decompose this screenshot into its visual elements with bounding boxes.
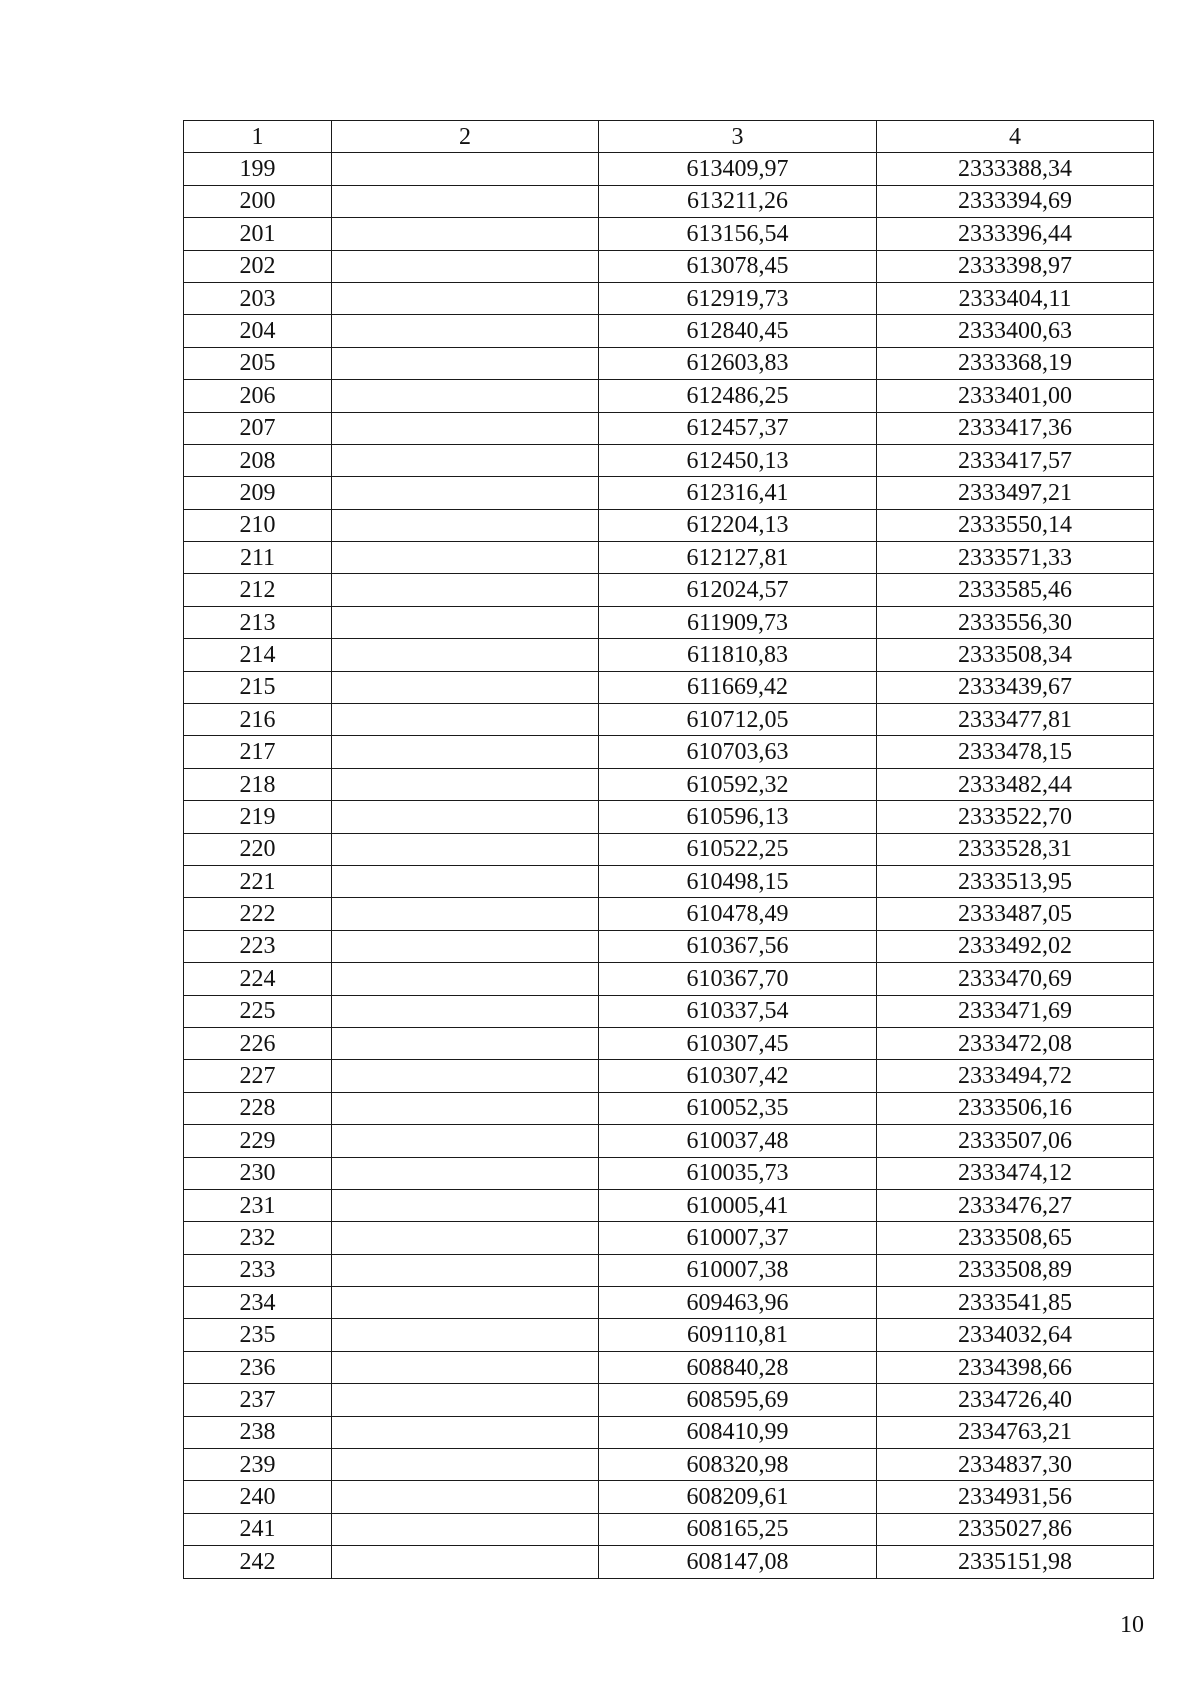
description-cell (332, 1157, 599, 1189)
description-cell (332, 865, 599, 897)
coordinate-y-cell: 2334726,40 (877, 1384, 1154, 1416)
coordinate-x-cell: 613211,26 (599, 185, 877, 217)
table-row (184, 833, 1154, 865)
coordinate-y-cell: 2334837,30 (877, 1449, 1154, 1481)
description-cell (332, 995, 599, 1027)
coordinate-x-cell: 610596,13 (599, 801, 877, 833)
point-number-cell: 241 (184, 1513, 332, 1545)
point-number-cell: 236 (184, 1351, 332, 1383)
table-row (184, 250, 1154, 282)
description-cell (332, 1384, 599, 1416)
coordinate-x-cell: 612316,41 (599, 477, 877, 509)
point-number-cell: 218 (184, 768, 332, 800)
coordinate-y-cell: 2333398,97 (877, 250, 1154, 282)
description-cell (332, 898, 599, 930)
point-number-cell: 227 (184, 1060, 332, 1092)
table-row (184, 1416, 1154, 1448)
coordinate-x-cell: 612919,73 (599, 282, 877, 314)
point-number-cell: 199 (184, 153, 332, 185)
column-header-2: 2 (332, 121, 599, 153)
coordinate-x-cell: 612603,83 (599, 347, 877, 379)
point-number-cell: 234 (184, 1287, 332, 1319)
coordinate-y-cell: 2333471,69 (877, 995, 1154, 1027)
coordinate-x-cell: 608320,98 (599, 1449, 877, 1481)
coordinate-x-cell: 612204,13 (599, 509, 877, 541)
coordinate-x-cell: 610478,49 (599, 898, 877, 930)
coordinate-x-cell: 608595,69 (599, 1384, 877, 1416)
coordinate-y-cell: 2333571,33 (877, 542, 1154, 574)
point-number-cell: 226 (184, 1027, 332, 1059)
table-row (184, 1092, 1154, 1124)
description-cell (332, 768, 599, 800)
description-cell (332, 671, 599, 703)
description-cell (332, 1222, 599, 1254)
table-row (184, 1319, 1154, 1351)
coordinate-y-cell: 2333472,08 (877, 1027, 1154, 1059)
coordinate-x-cell: 610007,38 (599, 1254, 877, 1286)
point-number-cell: 231 (184, 1189, 332, 1221)
coordinate-x-cell: 608147,08 (599, 1546, 877, 1578)
coordinate-y-cell: 2333388,34 (877, 153, 1154, 185)
description-cell (332, 801, 599, 833)
coordinate-y-cell: 2333492,02 (877, 930, 1154, 962)
coordinate-x-cell: 611909,73 (599, 606, 877, 638)
description-cell (332, 1092, 599, 1124)
table-row (184, 606, 1154, 638)
table-row (184, 153, 1154, 185)
point-number-cell: 232 (184, 1222, 332, 1254)
coordinate-x-cell: 611669,42 (599, 671, 877, 703)
coordinate-x-cell: 608840,28 (599, 1351, 877, 1383)
coordinate-x-cell: 612457,37 (599, 412, 877, 444)
table-row (184, 1546, 1154, 1578)
point-number-cell: 213 (184, 606, 332, 638)
description-cell (332, 282, 599, 314)
coordinate-y-cell: 2333550,14 (877, 509, 1154, 541)
table-row (184, 1125, 1154, 1157)
coordinate-y-cell: 2333477,81 (877, 704, 1154, 736)
table-header-row (184, 121, 1154, 153)
coordinate-x-cell: 609110,81 (599, 1319, 877, 1351)
coordinate-y-cell: 2333470,69 (877, 963, 1154, 995)
coordinate-x-cell: 610367,70 (599, 963, 877, 995)
coordinate-x-cell: 612840,45 (599, 315, 877, 347)
table-row (184, 574, 1154, 606)
description-cell (332, 315, 599, 347)
coordinate-y-cell: 2333474,12 (877, 1157, 1154, 1189)
coordinate-y-cell: 2333396,44 (877, 218, 1154, 250)
point-number-cell: 221 (184, 865, 332, 897)
description-cell (332, 1319, 599, 1351)
point-number-cell: 212 (184, 574, 332, 606)
coordinate-x-cell: 613156,54 (599, 218, 877, 250)
table-row (184, 1222, 1154, 1254)
description-cell (332, 477, 599, 509)
coordinate-x-cell: 610035,73 (599, 1157, 877, 1189)
coordinate-x-cell: 610498,15 (599, 865, 877, 897)
table-row (184, 1254, 1154, 1286)
coordinate-y-cell: 2333487,05 (877, 898, 1154, 930)
point-number-cell: 209 (184, 477, 332, 509)
coordinate-x-cell: 608410,99 (599, 1416, 877, 1448)
point-number-cell: 240 (184, 1481, 332, 1513)
description-cell (332, 218, 599, 250)
point-number-cell: 228 (184, 1092, 332, 1124)
point-number-cell: 230 (184, 1157, 332, 1189)
table-row (184, 1449, 1154, 1481)
table-row (184, 1384, 1154, 1416)
table-row (184, 801, 1154, 833)
table-row (184, 412, 1154, 444)
point-number-cell: 205 (184, 347, 332, 379)
coordinate-y-cell: 2334032,64 (877, 1319, 1154, 1351)
table-row (184, 930, 1154, 962)
coordinate-x-cell: 610703,63 (599, 736, 877, 768)
description-cell (332, 963, 599, 995)
table-row (184, 1189, 1154, 1221)
coordinate-y-cell: 2334931,56 (877, 1481, 1154, 1513)
table-row (184, 347, 1154, 379)
point-number-cell: 203 (184, 282, 332, 314)
point-number-cell: 219 (184, 801, 332, 833)
description-cell (332, 1125, 599, 1157)
coordinate-y-cell: 2333507,06 (877, 1125, 1154, 1157)
point-number-cell: 215 (184, 671, 332, 703)
column-header-1: 1 (184, 121, 332, 153)
description-cell (332, 347, 599, 379)
table-row (184, 185, 1154, 217)
description-cell (332, 1449, 599, 1481)
description-cell (332, 1481, 599, 1513)
point-number-cell: 224 (184, 963, 332, 995)
coordinate-x-cell: 610307,42 (599, 1060, 877, 1092)
point-number-cell: 239 (184, 1449, 332, 1481)
table-row (184, 1351, 1154, 1383)
description-cell (332, 1546, 599, 1578)
table-row (184, 1157, 1154, 1189)
description-cell (332, 509, 599, 541)
description-cell (332, 153, 599, 185)
coordinate-x-cell: 613409,97 (599, 153, 877, 185)
coordinate-y-cell: 2333476,27 (877, 1189, 1154, 1221)
coordinate-x-cell: 613078,45 (599, 250, 877, 282)
point-number-cell: 210 (184, 509, 332, 541)
coordinate-x-cell: 610307,45 (599, 1027, 877, 1059)
page-number: 10 (1120, 1612, 1144, 1638)
coordinate-y-cell: 2333368,19 (877, 347, 1154, 379)
coordinate-y-cell: 2333482,44 (877, 768, 1154, 800)
coordinate-y-cell: 2333478,15 (877, 736, 1154, 768)
table-row (184, 963, 1154, 995)
coordinate-x-cell: 612024,57 (599, 574, 877, 606)
table-row (184, 671, 1154, 703)
description-cell (332, 704, 599, 736)
table-row (184, 282, 1154, 314)
table-row (184, 1287, 1154, 1319)
coordinate-x-cell: 610592,32 (599, 768, 877, 800)
point-number-cell: 217 (184, 736, 332, 768)
table-row (184, 218, 1154, 250)
coordinate-y-cell: 2333585,46 (877, 574, 1154, 606)
coordinate-y-cell: 2333417,57 (877, 444, 1154, 476)
point-number-cell: 238 (184, 1416, 332, 1448)
point-number-cell: 220 (184, 833, 332, 865)
description-cell (332, 736, 599, 768)
description-cell (332, 1060, 599, 1092)
point-number-cell: 201 (184, 218, 332, 250)
table-row (184, 1060, 1154, 1092)
coordinate-y-cell: 2334398,66 (877, 1351, 1154, 1383)
description-cell (332, 380, 599, 412)
coordinate-x-cell: 608165,25 (599, 1513, 877, 1545)
coordinate-y-cell: 2333400,63 (877, 315, 1154, 347)
table-row (184, 865, 1154, 897)
table-row (184, 542, 1154, 574)
point-number-cell: 237 (184, 1384, 332, 1416)
column-header-4: 4 (877, 121, 1154, 153)
coordinate-x-cell: 611810,83 (599, 639, 877, 671)
coordinate-y-cell: 2333417,36 (877, 412, 1154, 444)
coordinate-y-cell: 2333513,95 (877, 865, 1154, 897)
point-number-cell: 225 (184, 995, 332, 1027)
description-cell (332, 1027, 599, 1059)
coordinate-x-cell: 612127,81 (599, 542, 877, 574)
description-cell (332, 444, 599, 476)
table-row (184, 768, 1154, 800)
description-cell (332, 542, 599, 574)
table-row (184, 736, 1154, 768)
table-row (184, 1481, 1154, 1513)
description-cell (332, 1351, 599, 1383)
point-number-cell: 216 (184, 704, 332, 736)
coordinate-y-cell: 2333404,11 (877, 282, 1154, 314)
coordinate-x-cell: 610052,35 (599, 1092, 877, 1124)
coordinate-y-cell: 2333522,70 (877, 801, 1154, 833)
description-cell (332, 930, 599, 962)
point-number-cell: 200 (184, 185, 332, 217)
description-cell (332, 1513, 599, 1545)
coordinate-x-cell: 612486,25 (599, 380, 877, 412)
point-number-cell: 223 (184, 930, 332, 962)
coordinate-y-cell: 2333439,67 (877, 671, 1154, 703)
description-cell (332, 639, 599, 671)
coordinate-y-cell: 2333497,21 (877, 477, 1154, 509)
coordinate-x-cell: 610522,25 (599, 833, 877, 865)
coordinate-y-cell: 2333506,16 (877, 1092, 1154, 1124)
coordinate-x-cell: 610367,56 (599, 930, 877, 962)
table-row (184, 704, 1154, 736)
coordinate-x-cell: 610037,48 (599, 1125, 877, 1157)
description-cell (332, 1189, 599, 1221)
coordinate-y-cell: 2333494,72 (877, 1060, 1154, 1092)
table-row (184, 1513, 1154, 1545)
point-number-cell: 233 (184, 1254, 332, 1286)
table-row (184, 995, 1154, 1027)
table-row (184, 1027, 1154, 1059)
coordinates-table (183, 120, 1154, 1579)
table-row (184, 444, 1154, 476)
coordinate-y-cell: 2333508,89 (877, 1254, 1154, 1286)
point-number-cell: 208 (184, 444, 332, 476)
coordinate-x-cell: 609463,96 (599, 1287, 877, 1319)
coordinate-x-cell: 612450,13 (599, 444, 877, 476)
point-number-cell: 206 (184, 380, 332, 412)
coordinate-y-cell: 2333508,65 (877, 1222, 1154, 1254)
point-number-cell: 242 (184, 1546, 332, 1578)
coordinate-y-cell: 2333401,00 (877, 380, 1154, 412)
description-cell (332, 250, 599, 282)
coordinate-x-cell: 610005,41 (599, 1189, 877, 1221)
description-cell (332, 574, 599, 606)
point-number-cell: 204 (184, 315, 332, 347)
description-cell (332, 833, 599, 865)
coordinate-y-cell: 2333556,30 (877, 606, 1154, 638)
description-cell (332, 1416, 599, 1448)
coordinates-table-body (184, 121, 1154, 1579)
table-row (184, 315, 1154, 347)
coordinate-x-cell: 610712,05 (599, 704, 877, 736)
point-number-cell: 202 (184, 250, 332, 282)
coordinate-y-cell: 2333394,69 (877, 185, 1154, 217)
point-number-cell: 235 (184, 1319, 332, 1351)
description-cell (332, 185, 599, 217)
coordinate-x-cell: 610337,54 (599, 995, 877, 1027)
point-number-cell: 214 (184, 639, 332, 671)
coordinate-y-cell: 2335027,86 (877, 1513, 1154, 1545)
table-row (184, 380, 1154, 412)
table-row (184, 477, 1154, 509)
coordinate-y-cell: 2334763,21 (877, 1416, 1154, 1448)
coordinate-x-cell: 608209,61 (599, 1481, 877, 1513)
point-number-cell: 211 (184, 542, 332, 574)
coordinate-y-cell: 2333508,34 (877, 639, 1154, 671)
coordinate-x-cell: 610007,37 (599, 1222, 877, 1254)
point-number-cell: 229 (184, 1125, 332, 1157)
point-number-cell: 222 (184, 898, 332, 930)
coordinate-y-cell: 2333528,31 (877, 833, 1154, 865)
description-cell (332, 412, 599, 444)
table-row (184, 898, 1154, 930)
coordinate-y-cell: 2335151,98 (877, 1546, 1154, 1578)
table-row (184, 509, 1154, 541)
description-cell (332, 606, 599, 638)
description-cell (332, 1287, 599, 1319)
description-cell (332, 1254, 599, 1286)
coordinate-y-cell: 2333541,85 (877, 1287, 1154, 1319)
table-row (184, 639, 1154, 671)
column-header-3: 3 (599, 121, 877, 153)
point-number-cell: 207 (184, 412, 332, 444)
